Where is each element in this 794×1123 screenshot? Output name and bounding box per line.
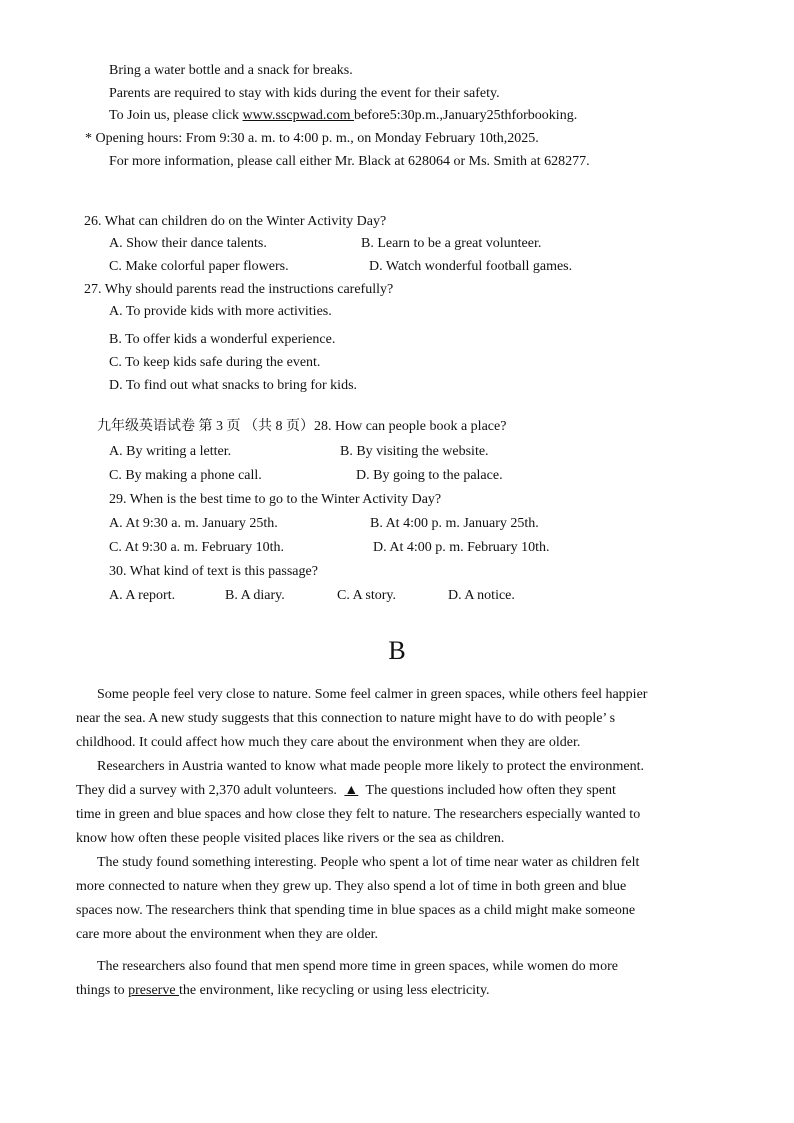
question-29-stem: 29. When is the best time to go to the Winter Activity Day?: [109, 492, 442, 507]
question-28-stem: 28. How can people book a place?: [314, 419, 507, 434]
q30-option-d: D. A notice.: [448, 588, 515, 603]
notice-line-3-suffix: before5:30p.m.,January25thforbooking.: [354, 108, 578, 123]
paragraph-2-line-2-suffix: The questions included how often they spent: [362, 783, 616, 798]
q29-option-c: C. At 9:30 a. m. February 10th.: [109, 540, 284, 555]
q28-option-a: A. By writing a letter.: [109, 444, 232, 459]
q27-option-b: B. To offer kids a wonderful experience.: [109, 332, 336, 347]
underlined-word-preserve: preserve: [128, 983, 180, 998]
contact-info: For more information, please call either Mr. Black at 628064 or Ms. Smith at 628277.: [109, 154, 590, 169]
q26-option-d: D. Watch wonderful football games.: [369, 259, 573, 274]
paragraph-1-line-1: Some people feel very close to nature. Some feel calmer in green spaces, while others feel happier: [97, 687, 648, 702]
q26-option-c: C. Make colorful paper flowers.: [109, 259, 289, 274]
q28-option-c: C. By making a phone call.: [109, 468, 262, 483]
paragraph-2-line-3: time in green and blue spaces and how close they felt to nature. The researchers especially wanted to: [76, 807, 641, 822]
q29-option-d: D. At 4:00 p. m. February 10th.: [373, 540, 550, 555]
paragraph-2-line-1: Researchers in Austria wanted to know what made people more likely to protect the environment.: [97, 759, 645, 774]
paragraph-3-line-2: more connected to nature when they grew up. They also spend a lot of time in both green and blue: [76, 879, 627, 894]
question-26-stem: 26. What can children do on the Winter Activity Day?: [84, 214, 387, 229]
q28-option-d: D. By going to the palace.: [356, 468, 503, 483]
paragraph-4-line-2: [76, 984, 490, 998]
q29-option-a: A. At 9:30 a. m. January 25th.: [109, 516, 278, 531]
paragraph-4-line-1: The researchers also found that men spend more time in green spaces, while women do more: [97, 959, 618, 974]
opening-hours: * Opening hours: From 9:30 a. m. to 4:00 p. m., on Monday February 10th,2025.: [85, 131, 539, 146]
paragraph-2-line-4: know how often these people visited places like rivers or the sea as children.: [76, 831, 505, 846]
paragraph-4-line-2-prefix: things to: [76, 983, 129, 998]
section-b-heading: B: [388, 636, 406, 665]
q27-option-c: C. To keep kids safe during the event.: [109, 355, 321, 370]
q30-option-c: C. A story.: [337, 588, 396, 603]
paragraph-1-line-3: childhood. It could affect how much they care about the environment when they are older.: [76, 735, 581, 750]
paragraph-2-line-2: [76, 784, 616, 798]
q30-option-b: B. A diary.: [225, 588, 285, 603]
notice-line-3: [109, 109, 577, 123]
notice-line-1: Bring a water bottle and a snack for breaks.: [109, 63, 353, 78]
paragraph-3-line-1: The study found something interesting. People who spent a lot of time near water as children felt: [97, 855, 640, 870]
paragraph-2-line-2-prefix: They did a survey with 2,370 adult volunteers.: [76, 783, 341, 798]
q26-option-a: A. Show their dance talents.: [109, 236, 267, 251]
notice-line-2: Parents are required to stay with kids during the event for their safety.: [109, 86, 500, 101]
q30-option-a: A. A report.: [109, 588, 176, 603]
q26-option-b: B. Learn to be a great volunteer.: [361, 236, 542, 251]
notice-line-3-prefix: To Join us, please click: [109, 108, 243, 123]
page-footer: 九年级英语试卷 第 3 页 （共 8 页）: [97, 419, 314, 434]
website-link[interactable]: www.sscpwad.com: [242, 108, 355, 123]
question-28-line: [97, 420, 506, 434]
paragraph-3-line-3: spaces now. The researchers think that spending time in blue spaces as a child might make someone: [76, 903, 636, 918]
paragraph-4-line-2-suffix: the environment, like recycling or using less electricity.: [179, 983, 490, 998]
answer-blank: ▲: [344, 783, 359, 798]
q28-option-b: B. By visiting the website.: [340, 444, 489, 459]
question-27-stem: 27. Why should parents read the instructions carefully?: [84, 282, 394, 297]
paragraph-3-line-4: care more about the environment when they are older.: [76, 927, 379, 942]
q27-option-a: A. To provide kids with more activities.: [109, 304, 332, 319]
question-30-stem: 30. What kind of text is this passage?: [109, 564, 318, 579]
paragraph-1-line-2: near the sea. A new study suggests that this connection to nature might have to do with people’ s: [76, 711, 616, 726]
q27-option-d: D. To find out what snacks to bring for kids.: [109, 378, 358, 393]
q29-option-b: B. At 4:00 p. m. January 25th.: [370, 516, 539, 531]
